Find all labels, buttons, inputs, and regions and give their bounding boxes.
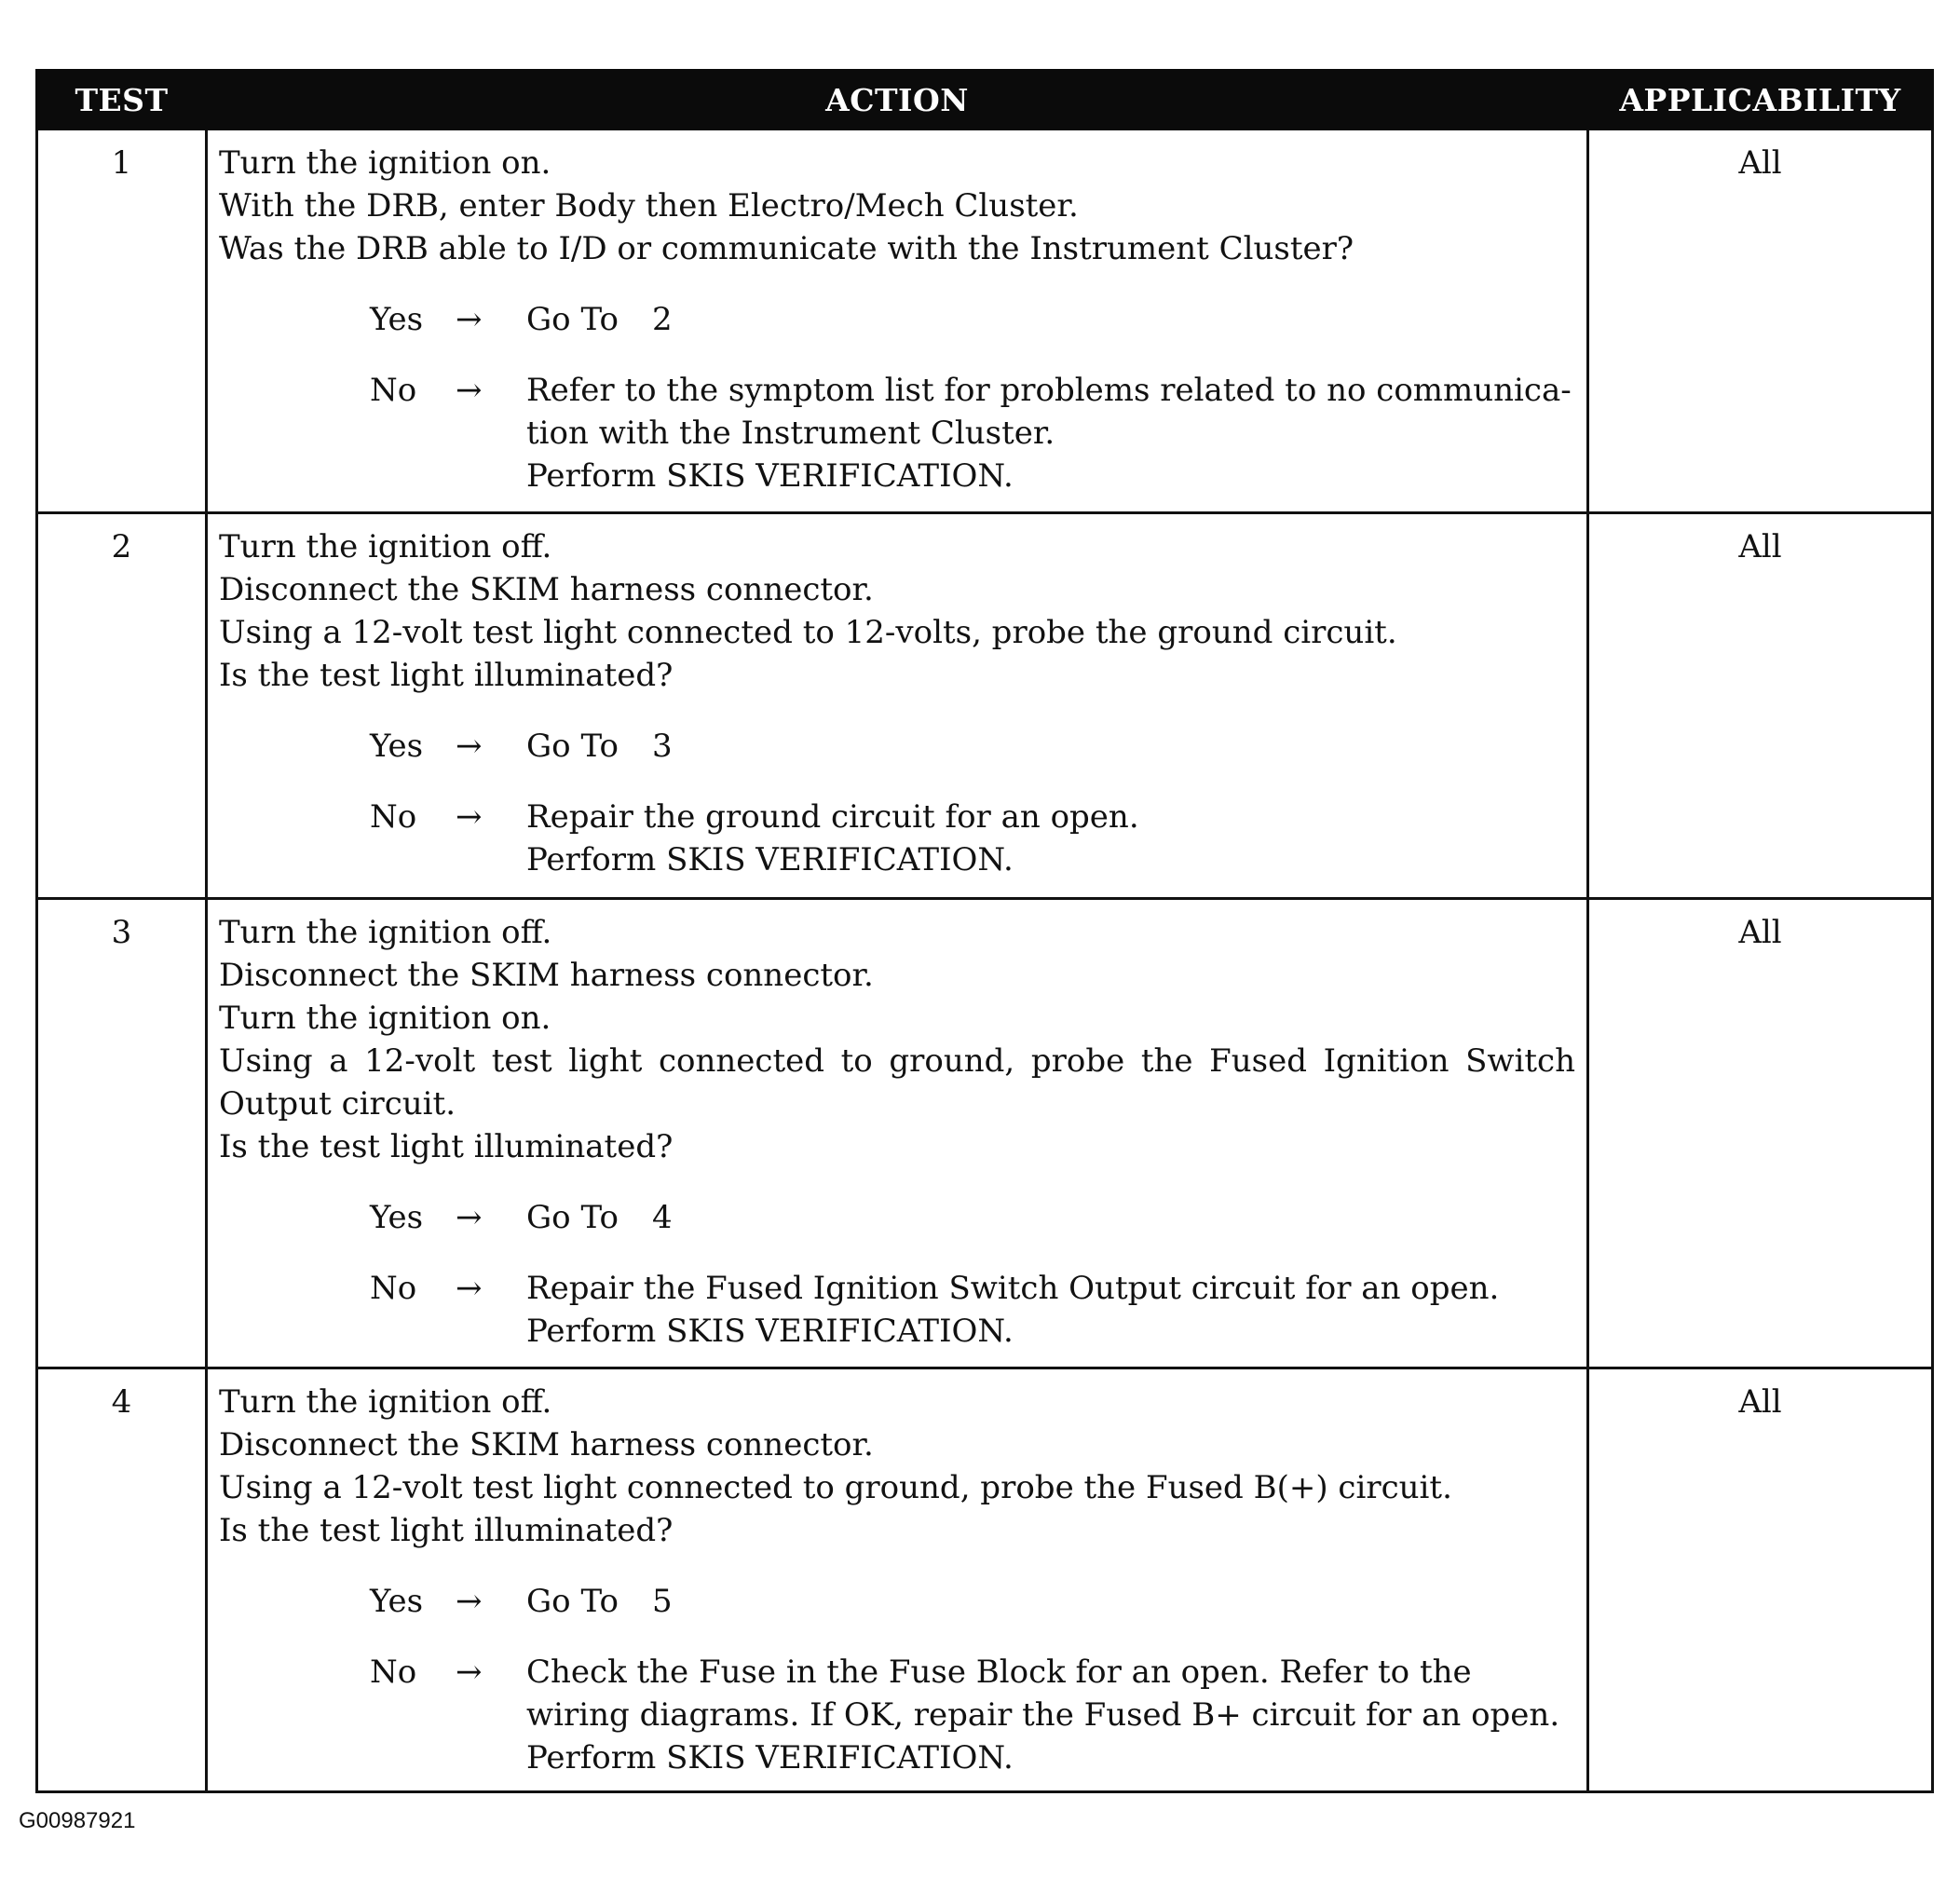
no-label: No — [370, 1270, 417, 1307]
action-step: Turn the ignition on. — [219, 144, 551, 182]
table-row — [37, 129, 1933, 513]
test-number: 1 — [37, 129, 207, 513]
diagnostic-test-table — [35, 69, 1934, 1793]
action-step: Is the test light illuminated? — [219, 1128, 674, 1165]
action-step: Turn the ignition off. — [219, 528, 552, 565]
no-action-text: Perform SKIS VERIFICATION. — [526, 841, 1014, 878]
arrow-icon: → — [456, 728, 483, 765]
yes-choice — [219, 298, 1575, 341]
action-cell — [207, 1368, 1588, 1792]
yes-choice — [219, 1580, 1575, 1623]
action-step: Using a 12-volt test light connected to ground, probe the Fused Ignition Switch Output circuit. — [219, 1042, 1575, 1123]
no-action-text: Refer to the symptom list for problems related to no communica- tion with the Instrument Cluster. — [526, 372, 1572, 452]
no-choice — [219, 1651, 1575, 1779]
diagnostic-table-container — [35, 69, 1931, 1793]
action-step: Disconnect the SKIM harness connector. — [219, 957, 874, 994]
no-choice — [219, 369, 1575, 497]
goto-text: Go To — [526, 301, 619, 338]
goto-number: 5 — [651, 1583, 673, 1620]
arrow-icon: → — [456, 1654, 483, 1691]
applicability-value: All — [1588, 129, 1933, 513]
no-action-text: Perform SKIS VERIFICATION. — [526, 1313, 1014, 1350]
no-label: No — [370, 372, 417, 409]
goto-text: Go To — [526, 728, 619, 765]
yes-choice — [219, 1196, 1575, 1239]
table-row — [37, 899, 1933, 1368]
test-number: 4 — [37, 1368, 207, 1792]
yes-label: Yes — [370, 301, 424, 338]
test-number: 3 — [37, 899, 207, 1368]
action-step: Is the test light illuminated? — [219, 1512, 674, 1549]
table-row — [37, 1368, 1933, 1792]
no-label: No — [370, 798, 417, 836]
goto-number: 2 — [651, 301, 673, 338]
applicability-value: All — [1588, 1368, 1933, 1792]
no-choice — [219, 796, 1575, 881]
action-step: With the DRB, enter Body then Electro/Mech Cluster. — [219, 187, 1079, 225]
figure-id: G00987921 — [19, 1808, 136, 1833]
action-cell — [207, 899, 1588, 1368]
no-action-text: Check the Fuse in the Fuse Block for an open. Refer to the wiring diagrams. If OK, repair the Fused B+ circuit for an open. — [526, 1654, 1560, 1734]
no-action-text: Perform SKIS VERIFICATION. — [526, 457, 1014, 495]
action-step: Is the test light illuminated? — [219, 657, 674, 694]
goto-number: 3 — [651, 728, 673, 765]
goto-text: Go To — [526, 1583, 619, 1620]
arrow-icon: → — [456, 301, 483, 338]
table-header — [37, 71, 1933, 129]
action-step: Was the DRB able to I/D or communicate with the Instrument Cluster? — [219, 230, 1354, 267]
action-step: Disconnect the SKIM harness connector. — [219, 571, 874, 608]
arrow-icon: → — [456, 798, 483, 836]
header-applicability: APPLICABILITY — [1588, 71, 1933, 129]
action-step: Turn the ignition off. — [219, 914, 552, 951]
yes-label: Yes — [370, 1583, 424, 1620]
yes-label: Yes — [370, 728, 424, 765]
no-action-text: Repair the ground circuit for an open. — [526, 798, 1139, 836]
action-step: Disconnect the SKIM harness connector. — [219, 1426, 874, 1463]
applicability-value: All — [1588, 513, 1933, 899]
arrow-icon: → — [456, 1199, 483, 1236]
arrow-icon: → — [456, 1583, 483, 1620]
no-action-text: Perform SKIS VERIFICATION. — [526, 1739, 1014, 1776]
goto-number: 4 — [651, 1199, 673, 1236]
action-cell — [207, 129, 1588, 513]
action-cell — [207, 513, 1588, 899]
arrow-icon: → — [456, 1270, 483, 1307]
table-row — [37, 513, 1933, 899]
no-action-text: Repair the Fused Ignition Switch Output circuit for an open. — [526, 1270, 1500, 1307]
arrow-icon: → — [456, 372, 483, 409]
no-label: No — [370, 1654, 417, 1691]
action-step: Turn the ignition on. — [219, 1000, 551, 1037]
action-step: Using a 12-volt test light connected to 12-volts, probe the ground circuit. — [219, 614, 1397, 651]
action-step: Using a 12-volt test light connected to ground, probe the Fused B(+) circuit. — [219, 1469, 1452, 1506]
header-action: ACTION — [207, 71, 1588, 129]
yes-choice — [219, 725, 1575, 768]
no-choice — [219, 1267, 1575, 1353]
header-test: TEST — [37, 71, 207, 129]
applicability-value: All — [1588, 899, 1933, 1368]
test-number: 2 — [37, 513, 207, 899]
yes-label: Yes — [370, 1199, 424, 1236]
action-step: Turn the ignition off. — [219, 1383, 552, 1421]
goto-text: Go To — [526, 1199, 619, 1236]
